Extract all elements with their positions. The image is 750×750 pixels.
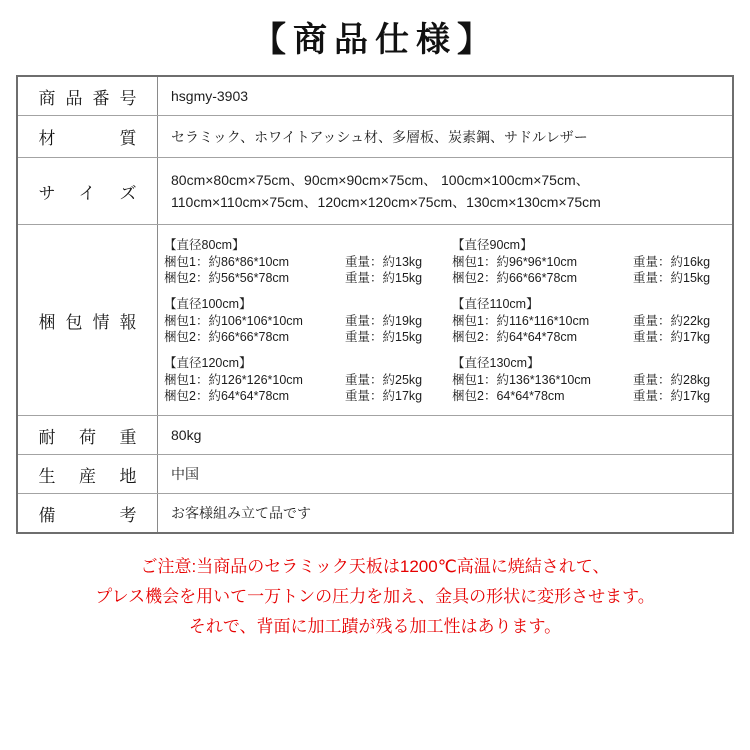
packing-weight: 重量：約15kg [345,329,423,344]
packing-line [452,329,728,345]
packing-label: 梱包情報 [38,312,137,332]
packing-dims: 梱包1：約106*106*10cm [164,313,303,328]
notice-line: それで、背面に加工蹟が残る加工性はあります。 [188,617,562,636]
packing-line [452,388,728,404]
origin-value-cell [158,455,732,493]
packing-grid [164,237,728,404]
packing-line [164,388,452,404]
packing-line [452,313,728,329]
packing-label-cell [18,225,158,415]
packing-block-120cm [164,355,452,404]
item-number-value: hsgmy-3903 [171,88,249,104]
packing-block-100cm [164,296,452,345]
spec-row-packing [18,224,732,415]
packing-line [164,329,452,345]
packing-dims: 梱包1：約116*116*10cm [452,313,590,328]
packing-dims: 梱包1：約86*86*10cm [164,254,290,269]
packing-dims: 梱包2：約64*64*78cm [452,329,578,344]
spec-row-material [18,115,732,157]
remarks-label-cell [18,494,158,532]
packing-block-header: 【直径110cm】 [452,296,539,311]
packing-line [164,313,452,329]
packing-dims: 梱包1：約126*126*10cm [164,372,303,387]
spec-row-size [18,157,732,224]
packing-block-header: 【直径120cm】 [164,355,252,370]
spec-row-origin [18,454,732,493]
origin-value: 中国 [171,466,199,482]
load-label-cell [18,416,158,454]
packing-dims: 梱包2：64*64*78cm [452,388,565,403]
caution-notice [0,552,750,642]
packing-weight: 重量：約22kg [633,313,711,328]
packing-weight: 重量：約19kg [345,313,423,328]
packing-dims: 梱包1：約96*96*10cm [452,254,578,269]
load-value: 80kg [171,427,202,443]
load-label: 耐荷重 [38,427,137,447]
packing-block-130cm [452,355,728,404]
size-line: 80cm×80cm×75cm、90cm×90cm×75cm、 100cm×100cm×75cm、 [171,172,590,188]
packing-weight: 重量：約15kg [633,270,711,285]
packing-block-80cm [164,237,452,286]
packing-weight: 重量：約13kg [345,254,423,269]
packing-block-110cm [452,296,728,345]
spec-table [16,75,734,534]
size-line: 110cm×110cm×75cm、120cm×120cm×75cm、130cm×130cm×75cm [171,194,601,210]
page-title: 【商品仕様】 [252,21,498,59]
remarks-value-cell [158,494,732,532]
packing-weight: 重量：約17kg [345,388,423,403]
spec-row-item-number [18,77,732,115]
packing-line [164,372,452,388]
packing-block-header: 【直径100cm】 [164,296,252,311]
packing-dims: 梱包1：約136*136*10cm [452,372,591,387]
size-label-cell [18,158,158,224]
spec-row-load [18,415,732,454]
packing-value-cell [158,225,732,415]
packing-weight: 重量：約17kg [633,388,711,403]
packing-line [452,270,728,286]
size-label: サイズ [38,183,137,203]
item-number-label-cell [18,77,158,115]
packing-weight: 重量：約17kg [633,329,711,344]
item-number-label: 商品番号 [38,88,137,108]
remarks-value: お客様組み立て品です [171,505,311,521]
size-value-cell [158,158,732,224]
packing-dims: 梱包2：約64*64*78cm [164,388,290,403]
packing-weight: 重量：約15kg [345,270,423,285]
material-value-cell [158,116,732,157]
packing-weight: 重量：約25kg [345,372,423,387]
packing-block-header: 【直径90cm】 [452,237,533,252]
origin-label: 生産地 [38,466,137,486]
packing-line [164,270,452,286]
material-label-cell [18,116,158,157]
packing-line [452,372,728,388]
packing-dims: 梱包2：約66*66*78cm [164,329,290,344]
origin-label-cell [18,455,158,493]
load-value-cell [158,416,732,454]
packing-dims: 梱包2：約66*66*78cm [452,270,578,285]
packing-dims: 梱包2：約56*56*78cm [164,270,290,285]
packing-block-header: 【直径80cm】 [164,237,245,252]
packing-line [164,254,452,270]
packing-block-header: 【直径130cm】 [452,355,540,370]
packing-weight: 重量：約16kg [633,254,711,269]
remarks-label: 備考 [38,505,137,525]
packing-block-90cm [452,237,728,286]
packing-line [452,254,728,270]
material-label: 材質 [38,129,137,148]
item-number-value-cell [158,77,732,115]
notice-line: プレス機会を用いて一万トンの圧力を加え、金具の形状に変形させます。 [95,587,655,606]
notice-line: ご注意:当商品のセラミック天板は1200℃高温に焼結されて、 [140,557,610,576]
packing-weight: 重量：約28kg [633,372,711,387]
spec-row-remarks [18,493,732,532]
material-value: セラミック、ホワイトアッシュ材、多層板、炭素鋼、サドルレザー [171,128,588,145]
